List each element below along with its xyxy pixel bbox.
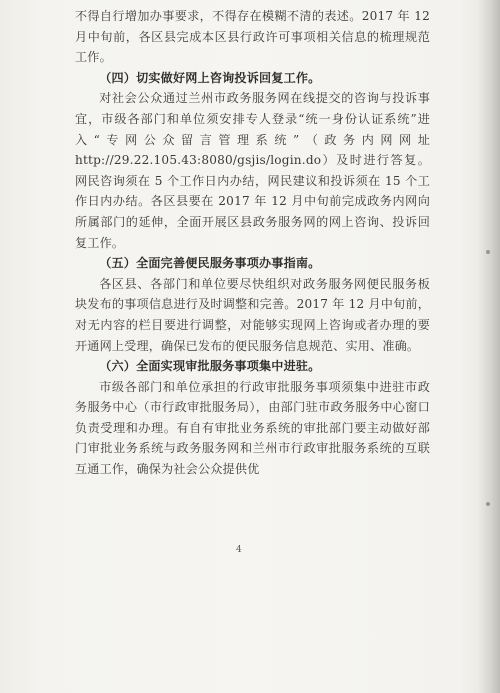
binding-edge (478, 0, 500, 693)
paragraph-continued: 不得自行增加办事要求，不得存在模糊不清的表述。2017 年 12 月中旬前，各区县完成本区县行政许可事项相关信息的梳理规范工作。 (75, 9, 430, 65)
section-heading-5: （五）全面完善便民服务事项办事指南。 (99, 256, 321, 271)
paragraph-section-5: 各区县、各部门和单位要尽快组织对政务服务网便民服务板块发布的事项信息进行及时调整和完善。2017 年 12 月中旬前，对无内容的栏目要进行调整，对能够实现网上咨询或者办理的要开通网上受理，确保已发布的便民服务信息规范、实用、准确。 (75, 276, 430, 353)
document-body (75, 6, 430, 480)
section-heading-6: （六）全面实现审批服务事项集中进驻。 (99, 359, 321, 374)
section-heading-4: （四）切实做好网上咨询投诉回复工作。 (99, 70, 321, 85)
binding-hole (486, 250, 490, 254)
binding-hole (486, 502, 490, 506)
page-number: 4 (236, 545, 242, 555)
paragraph-section-6: 市级各部门和单位承担的行政审批服务事项须集中进驻市政务服务中心（市行政审批服务局），由部门驻市政务服务中心窗口负责受理和办理。有自有审批业务系统的审批部门要主动做好部门审批业务系统与政务服务网和兰州市行政审批服务系统的互联互通工作，确保为社会公众提供优 (75, 379, 430, 477)
paragraph-section-4: 对社会公众通过兰州市政务服务网在线提交的咨询与投诉事宜，市级各部门和单位须安排专人登录“统一身份认证系统”进入“专网公众留言管理系统”（政务内网网址 http://29.22.105.43:8080/gsjis/login.do）及时进行答复。网民咨询须在 5 个工作日内办结，网民建议和投诉须在 15 个工作日内办结。各区县要在 2017 年 12 月中旬前完成政务内网向所属部门的延伸，全面开展区县政务服务网的网上咨询、投诉回复工作。 (75, 91, 430, 250)
